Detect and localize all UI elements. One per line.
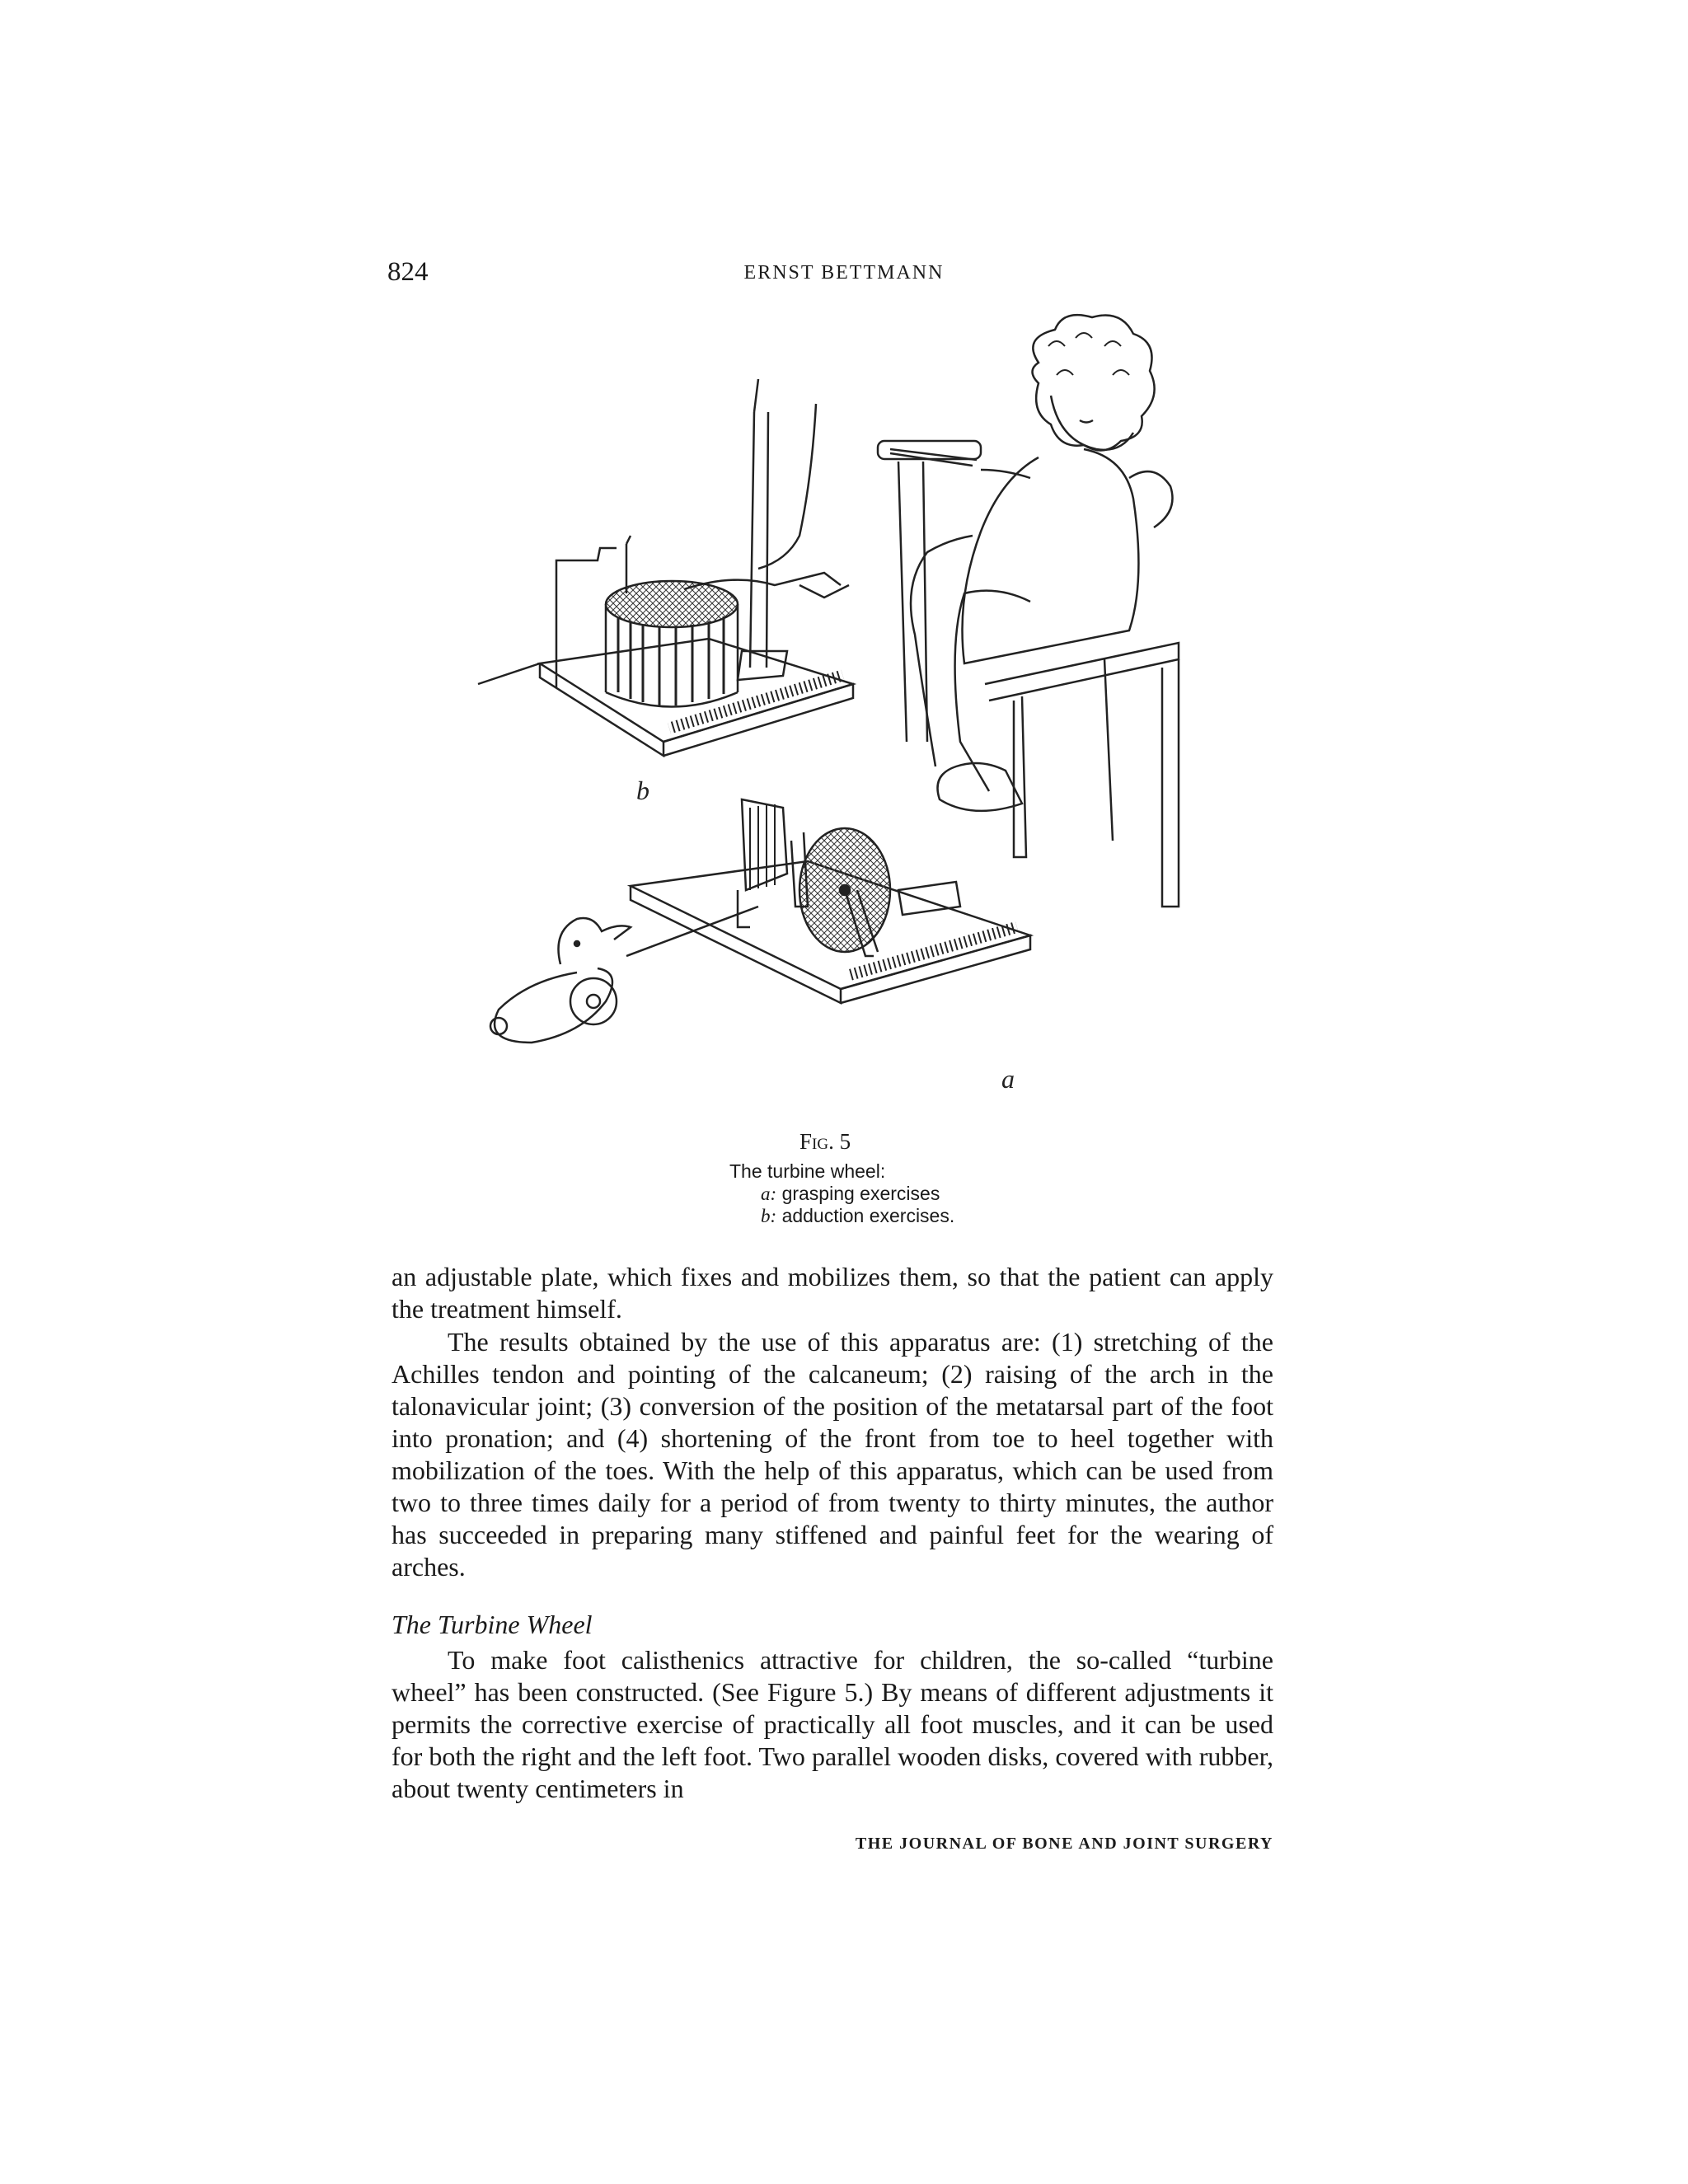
paragraph-3: To make foot calisthenics attractive for children, the so-called “turbine wheel” has been constructed. (See Figure 5.) By means of different adjustments it permits the corrective exercise of practically all foot muscles, and it can be used for both the right and the left foot. Two parallel wooden disks, covered with rubber, about twenty centimeters in (392, 1645, 1273, 1803)
figure-illustration (462, 313, 1220, 1129)
caption-title: The turbine wheel: (729, 1160, 886, 1182)
apparatus-a (631, 799, 1030, 1003)
running-head: ERNST BETTMANN (743, 262, 945, 284)
apparatus-b (478, 379, 853, 756)
child-figure (878, 315, 1179, 907)
section-heading: The Turbine Wheel (392, 1610, 593, 1639)
caption-item-b: b: adduction exercises. (761, 1205, 955, 1226)
label-b: b (636, 776, 649, 805)
toy-duck (490, 907, 758, 1043)
caption-item-a: a: grasping exercises (761, 1183, 940, 1204)
page-number: 824 (387, 257, 429, 287)
figure-caption (729, 1160, 954, 1227)
figure-label: Fig. 5 (799, 1129, 851, 1154)
paragraph-2: The results obtained by the use of this apparatus are: (1) stretching of the Achilles tendon and pointing of the calcaneum; (2) raising of the arch in the talonavicular joint; (3) conversion of the position of the metatarsal part of the foot into pronation; and (4) shortening of the front from toe to heel together with mobilization of the toes. With the help of this apparatus, which can be used from two to three times daily for a period of from twenty to thirty minutes, the author has succeeded in preparing many stiffened and painful feet for the wearing of arches. (392, 1327, 1273, 1582)
label-a: a (1001, 1064, 1015, 1094)
journal-footer: THE JOURNAL OF BONE AND JOINT SURGERY (855, 1835, 1273, 1853)
paragraph-1: an adjustable plate, which fixes and mobilizes them, so that the patient can apply the treatment himself. (392, 1262, 1273, 1324)
